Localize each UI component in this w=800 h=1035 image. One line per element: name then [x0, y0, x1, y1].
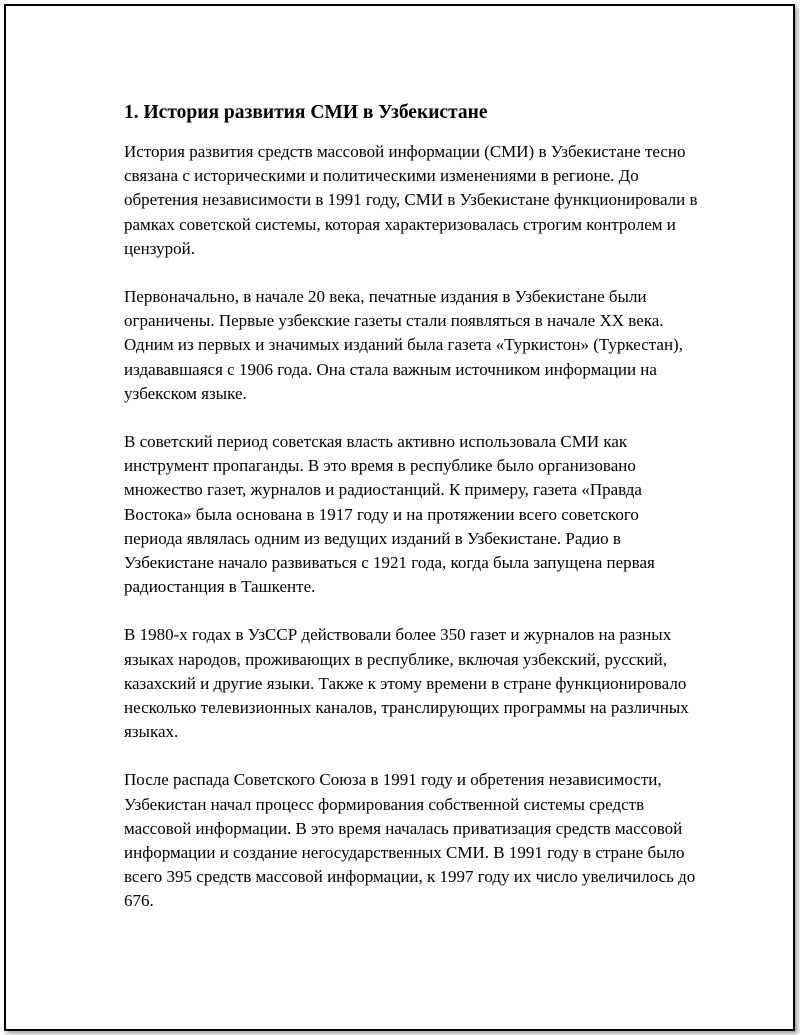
paragraph-1980s: В 1980-х годах в УзССР действовали более 350 газет и журналов на разных языках народов, проживающих в республике, включая узбекский, русский, казахский и другие языки. Также к этому времени в стране функционировало несколько телевизионных каналов, транслирующих программы на различных языках.	[124, 625, 689, 742]
document-body	[124, 100, 699, 938]
document-page	[4, 4, 795, 1031]
paragraph-independence: После распада Советского Союза в 1991 году и обретения независимости, Узбекистан начал процесс формирования собственной системы средств массовой информации. В это время началась приватизация средств массовой информации и создание негосударственных СМИ. В 1991 году в стране было всего 395 средств массовой информации, к 1997 году их число увеличилось до 676.	[124, 770, 696, 911]
section-heading: 1. История развития СМИ в Узбекистане	[124, 102, 488, 123]
paragraph-soviet-period: В советский период советская власть активно использовала СМИ как инструмент пропаганды. В это время в республике было организовано множество газет, журналов и радиостанций. К примеру, газета «Правда Востока» была основана в 1917 году и на протяжении всего советского периода являлась одним из ведущих изданий в Узбекистане. Радио в Узбекистане начало развиваться с 1921 года, когда была запущена первая радиостанция в Ташкенте.	[124, 432, 655, 597]
paragraph-intro: История развития средств массовой информации (СМИ) в Узбекистане тесно связана с историческими и политическими изменениями в регионе. До обретения независимости в 1991 году, СМИ в Узбекистане функционировали в рамках советской системы, которая характеризовалась строгим контролем и цензурой.	[124, 142, 698, 258]
paragraph-early-press: Первоначально, в начале 20 века, печатные издания в Узбекистане были ограничены. Первые узбекские газеты стали появляться в начале XX века. Одним из первых и значимых изданий была газета «Туркистон» (Туркестан), издававшаяся с 1906 года. Она стала важным источником информации на узбекском языке.	[124, 287, 683, 403]
